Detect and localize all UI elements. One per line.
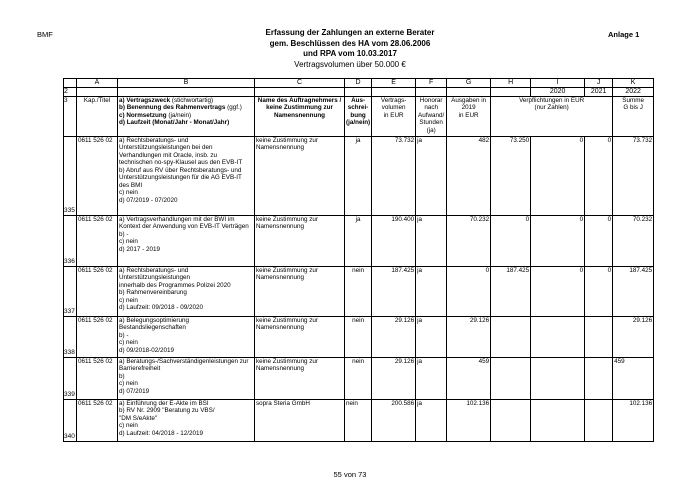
cell-honorar: ja xyxy=(416,215,447,266)
row-number: 339 xyxy=(64,357,77,399)
cell-summe: 73.732 xyxy=(613,136,654,215)
cell-vertragszweck: a) Einführung der E-Akte im BSI b) RV Nr. 2909 "Beratung zu VBS/ "DM S/eAkte" c) nein d) Laufzeit: 04/2018 - 12/2019 xyxy=(118,399,255,441)
header-row xyxy=(64,96,654,136)
cell-verpflichtung-2022: 0 xyxy=(585,215,613,266)
header-vertragsvolumen: Vertrags- volumen in EUR xyxy=(372,96,416,136)
header-auftragnehmer: Name des Auftragnehmers / keine Zustimmung zur Namensnennung xyxy=(255,96,345,136)
corner-cell xyxy=(64,79,77,88)
cell-verpflichtung-2022 xyxy=(585,357,613,399)
cell-verpflichtung-2022: 0 xyxy=(585,266,613,316)
header-verpflichtungen: Verpflichtungen in EUR (nur Zahlen) xyxy=(491,96,613,136)
cell-verpflichtung-2021: 0 xyxy=(531,136,585,215)
cell-vertragsvolumen: 187.425 xyxy=(372,266,416,316)
cell-auftragnehmer: keine Zustimmung zur Namensnennung xyxy=(255,266,345,316)
title-subtitle: Vertragsvolumen über 50.000 € xyxy=(294,59,406,69)
title-line-1: Erfassung der Zahlungen an externe Berater xyxy=(265,28,435,37)
cell-ausgaben-2019: 0 xyxy=(447,266,491,316)
cell-kap-titel: 0611 526 02 xyxy=(77,266,118,316)
year-2022: 2022 xyxy=(613,88,654,97)
cell-kap-titel: 0611 526 02 xyxy=(77,215,118,266)
cell-ausschreibung: nein xyxy=(345,399,372,441)
cell-kap-titel: 0611 526 02 xyxy=(77,316,118,357)
cell-verpflichtung-2021: 0 xyxy=(531,215,585,266)
cell-ausschreibung: nein xyxy=(345,316,372,357)
col-letter-k: K xyxy=(613,79,654,88)
cell-kap-titel: 0611 526 02 xyxy=(77,136,118,215)
cell-ausgaben-2019: 70.232 xyxy=(447,215,491,266)
cell-auftragnehmer: keine Zustimmung zur Namensnennung xyxy=(255,316,345,357)
col-letter-c: C xyxy=(255,79,345,88)
col-letter-e: E xyxy=(372,79,416,88)
cell-vertragszweck: a) Vertragsverhandlungen mit der BWI im Kontext der Anwendung von EVB-IT Verträgen b) - c) nein d) 2017 - 2019 xyxy=(118,215,255,266)
cell-summe: 70.232 xyxy=(613,215,654,266)
year-2020: 2020 xyxy=(531,88,585,97)
cell-verpflichtung-2020: 0 xyxy=(491,215,531,266)
table-row xyxy=(64,357,654,399)
cell-auftragnehmer: sopra Steria GmbH xyxy=(255,399,345,441)
cell-vertragszweck: a) Belegungsoptimierung Bestandsliegenschaften b) - c) nein d) 09/2018-02/2019 xyxy=(118,316,255,357)
table-row xyxy=(64,266,654,316)
cell-verpflichtung-2022 xyxy=(585,399,613,441)
cell-ausgaben-2019: 459 xyxy=(447,357,491,399)
cell-ausgaben-2019: 29.126 xyxy=(447,316,491,357)
col-letter-a: A xyxy=(77,79,118,88)
document-title xyxy=(0,28,700,70)
cell-honorar: ja xyxy=(416,316,447,357)
header-left: BMF xyxy=(37,30,53,39)
cell-vertragsvolumen: 29.126 xyxy=(372,357,416,399)
cell-verpflichtung-2020 xyxy=(491,357,531,399)
cell-ausgaben-2019: 102.136 xyxy=(447,399,491,441)
row-number: 335 xyxy=(64,136,77,215)
col-letter-b: B xyxy=(118,79,255,88)
cell-verpflichtung-2020: 187.425 xyxy=(491,266,531,316)
cell-vertragsvolumen: 190.400 xyxy=(372,215,416,266)
cell-honorar: ja xyxy=(416,266,447,316)
cell-summe: 187.425 xyxy=(613,266,654,316)
cell-ausschreibung: nein xyxy=(345,266,372,316)
cell-vertragsvolumen: 200.586 xyxy=(372,399,416,441)
cell-verpflichtung-2020 xyxy=(491,316,531,357)
header-right: Anlage 1 xyxy=(608,30,640,39)
row-number: 337 xyxy=(64,266,77,316)
table-row xyxy=(64,316,654,357)
cell-vertragszweck: a) Rechtsberatungs- und Unterstützungsleistungen innerhalb des Programmes Polizei 2020 b) Rahmenvereinbarung c) nein d) Laufzeit: 09/2018 - 09/2020 xyxy=(118,266,255,316)
cell-verpflichtung-2020: 73.250 xyxy=(491,136,531,215)
cell-verpflichtung-2020 xyxy=(491,399,531,441)
cell-auftragnehmer: keine Zustimmung zur Namensnennung xyxy=(255,136,345,215)
cell-verpflichtung-2021 xyxy=(531,357,585,399)
cell-honorar: ja xyxy=(416,399,447,441)
cell-vertragszweck: a) Beratungs-/Sachverständigenleistungen zur Barrierefreiheit b) c) nein d) 07/2019 xyxy=(118,357,255,399)
cell-ausschreibung: nein xyxy=(345,357,372,399)
page-number: 55 von 73 xyxy=(333,470,367,479)
header-summe: Summe G bis J xyxy=(613,96,654,136)
cell-honorar: ja xyxy=(416,136,447,215)
col-letter-f: F xyxy=(416,79,447,88)
title-line-3: und RPA vom 10.03.2017 xyxy=(303,49,397,58)
col-letter-j: J xyxy=(585,79,613,88)
col-letter-d: D xyxy=(345,79,372,88)
column-letter-row xyxy=(64,79,654,88)
row-number: 338 xyxy=(64,316,77,357)
table-row xyxy=(64,399,654,441)
col-letter-i: I xyxy=(531,79,585,88)
header-kap-titel: Kap./Titel xyxy=(77,96,118,136)
row-number: 336 xyxy=(64,215,77,266)
cell-summe: 459 xyxy=(613,357,654,399)
row-number: 340 xyxy=(64,399,77,441)
title-line-2: gem. Beschlüssen des HA vom 28.06.2006 xyxy=(269,38,431,48)
header-ausgaben-2019: Ausgaben in 2019 in EUR xyxy=(447,96,491,136)
header-vertragszweck: a) Vertragszweck (stichwortartig) b) Benennung des Rahmenvertrags (ggf.) c) Normsetzung (ja/nein) d) Laufzeit (Monat/Jahr - Monat/Jahr) xyxy=(118,96,255,136)
cell-summe: 29.126 xyxy=(613,316,654,357)
cell-honorar: ja xyxy=(416,357,447,399)
cell-verpflichtung-2021: 0 xyxy=(531,266,585,316)
cell-verpflichtung-2021 xyxy=(531,316,585,357)
cell-verpflichtung-2022 xyxy=(585,316,613,357)
cell-verpflichtung-2021 xyxy=(531,399,585,441)
year-2021: 2021 xyxy=(585,88,613,97)
cell-kap-titel: 0611 526 02 xyxy=(77,357,118,399)
cell-auftragnehmer: keine Zustimmung zur Namensnennung xyxy=(255,215,345,266)
row-number: 3 xyxy=(64,96,77,136)
year-row xyxy=(64,88,654,97)
cell-vertragszweck: a) Rechtsberatungs- und Unterstützungsleistungen bei den Verhandlungen mit Oracle, insb. zu technischen no-spy-Klausel aus den EVB-IT b) Abruf aus RV über Rechtsberatungs- und Unterstützungsleistungen für die AG EVB-IT des BMI c) nein d) 07/2019 - 07/2020 xyxy=(118,136,255,215)
header-honorar: Honorar nach Aufwand/ Stunden (ja) xyxy=(416,96,447,136)
cell-ausschreibung: ja xyxy=(345,136,372,215)
cell-summe: 102.136 xyxy=(613,399,654,441)
row-number: 2 xyxy=(64,88,77,97)
cell-vertragsvolumen: 73.732 xyxy=(372,136,416,215)
table-row xyxy=(64,215,654,266)
cell-vertragsvolumen: 29.126 xyxy=(372,316,416,357)
payments-table xyxy=(63,78,654,442)
col-letter-g: G xyxy=(447,79,491,88)
table-row xyxy=(64,136,654,215)
cell-ausgaben-2019: 482 xyxy=(447,136,491,215)
cell-ausschreibung: ja xyxy=(345,215,372,266)
cell-verpflichtung-2022: 0 xyxy=(585,136,613,215)
col-letter-h: H xyxy=(491,79,531,88)
header-ausschreibung: Aus- schrei- bung (ja/nein) xyxy=(345,96,372,136)
cell-auftragnehmer: keine Zustimmung zur Namensnennung xyxy=(255,357,345,399)
cell-kap-titel: 0611 526 02 xyxy=(77,399,118,441)
